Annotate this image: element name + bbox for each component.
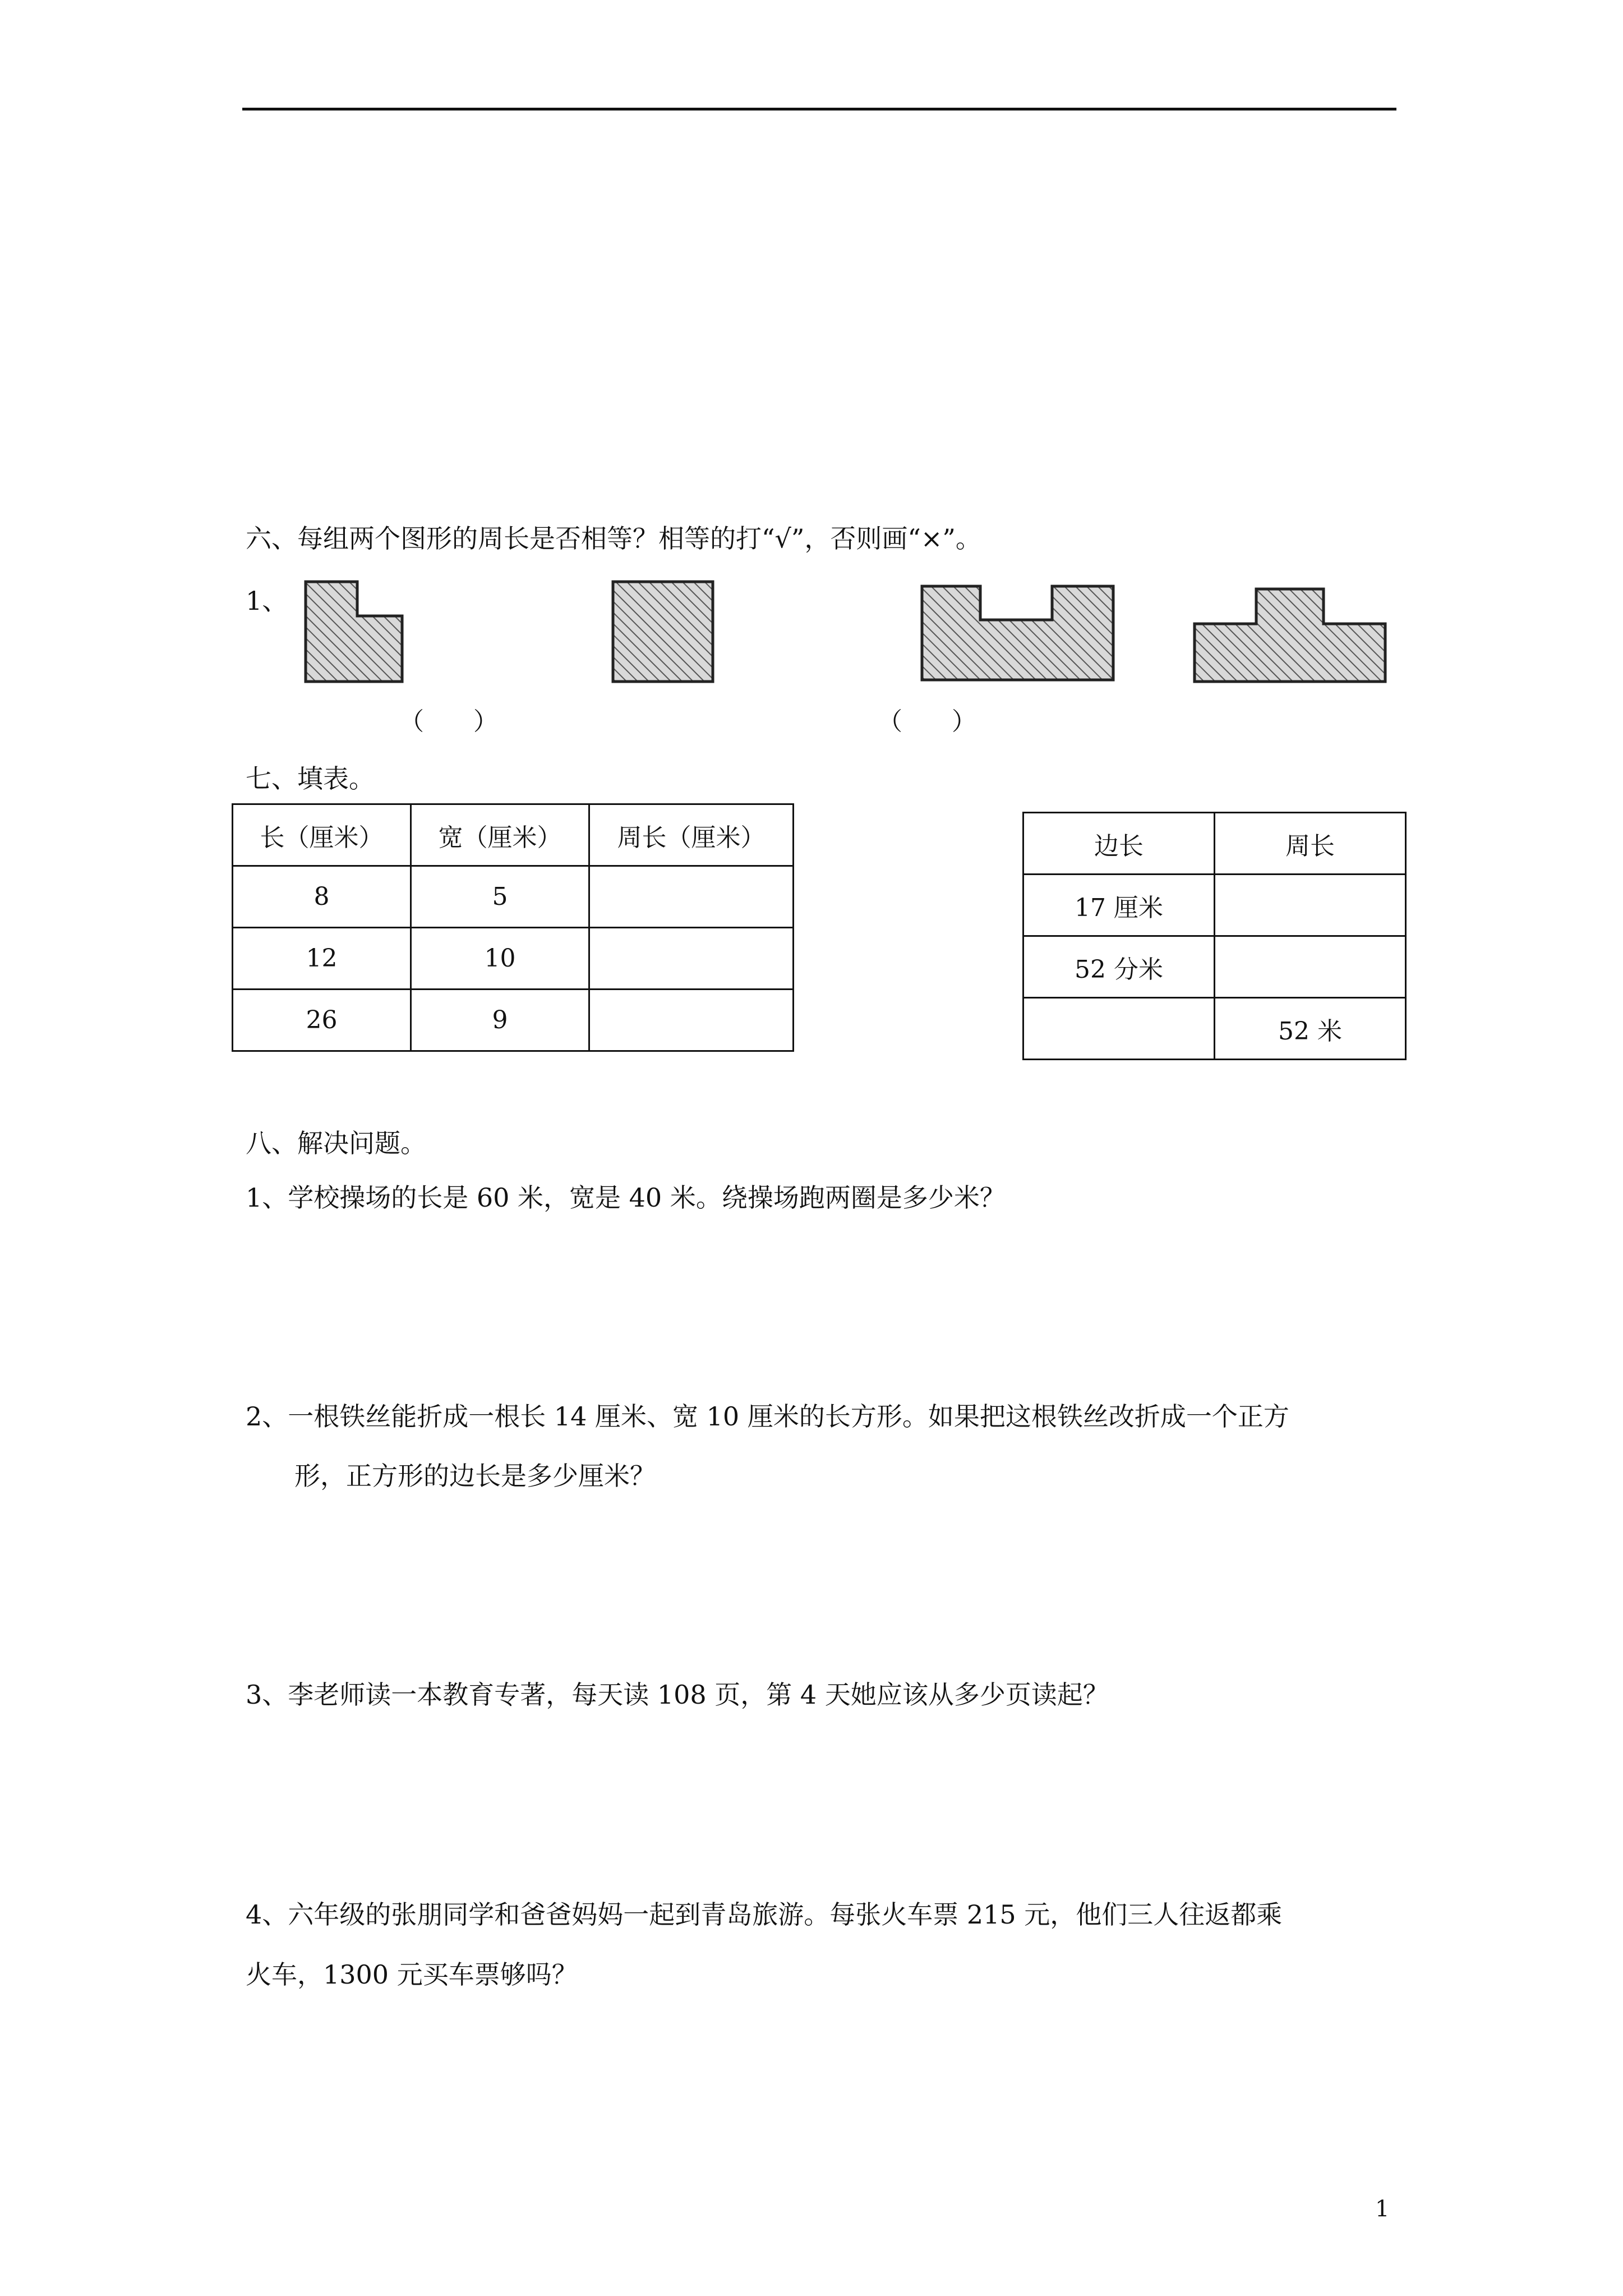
table-cell: 8 <box>233 866 411 928</box>
answer-cell[interactable] <box>589 866 794 928</box>
question-2-line-1: 2、一根铁丝能折成一根长 14 厘米、宽 10 厘米的长方形。如果把这根铁丝改折成一个正方 <box>246 1401 1289 1432</box>
rectangle-perimeter-table <box>232 803 794 1052</box>
table-cell: 10 <box>411 928 589 990</box>
section-6-item-label: 1、 <box>246 586 288 616</box>
section-6-title: 六、每组两个图形的周长是否相等？相等的打“√”，否则画“×”。 <box>246 523 981 554</box>
question-4-line-1: 4、六年级的张朋同学和爸爸妈妈一起到青岛旅游。每张火车票 215 元，他们三人往返都乘 <box>246 1899 1283 1930</box>
square-perimeter-table <box>1022 812 1407 1060</box>
question-4-line-2: 火车，1300 元买车票够吗？ <box>246 1959 578 1990</box>
figure-step-shape <box>1195 589 1385 682</box>
table-header-cell: 边长 <box>1023 813 1215 875</box>
table-header-row <box>1023 813 1406 875</box>
table-row <box>1023 936 1406 998</box>
table-header-cell: 周长 <box>1215 813 1406 875</box>
answer-cell[interactable] <box>1215 875 1406 936</box>
question-3: 3、李老师读一本教育专著，每天读 108 页，第 4 天她应该从多少页读起？ <box>246 1680 1109 1710</box>
question-1: 1、学校操场的长是 60 米，宽是 40 米。绕操场跑两圈是多少米？ <box>246 1182 1006 1213</box>
figure-u-shape <box>922 586 1113 680</box>
section-8-title: 八、解决问题。 <box>246 1128 426 1158</box>
table-header-cell: 周长（厘米） <box>589 804 794 866</box>
page-number: 1 <box>1375 2196 1390 2222</box>
figure-square <box>613 582 713 682</box>
answer-cell[interactable] <box>1023 998 1215 1060</box>
table-header-cell: 宽（厘米） <box>411 804 589 866</box>
table-header-cell: 长（厘米） <box>233 804 411 866</box>
table-row <box>233 990 794 1051</box>
answer-cell[interactable] <box>589 990 794 1051</box>
table-cell: 52 分米 <box>1023 936 1215 998</box>
figure-notched-square <box>306 582 402 682</box>
table-cell: 52 米 <box>1215 998 1406 1060</box>
table-header-row <box>233 804 794 866</box>
table-row <box>1023 875 1406 936</box>
table-cell: 12 <box>233 928 411 990</box>
table-cell: 17 厘米 <box>1023 875 1215 936</box>
table-row <box>233 928 794 990</box>
table-cell: 9 <box>411 990 589 1051</box>
answer-cell[interactable] <box>1215 936 1406 998</box>
table-row <box>1023 998 1406 1060</box>
table-cell: 26 <box>233 990 411 1051</box>
table-row <box>233 866 794 928</box>
table-cell: 5 <box>411 866 589 928</box>
answer-blank-1[interactable]: （ ） <box>399 707 498 736</box>
answer-blank-2[interactable]: （ ） <box>878 707 976 736</box>
perimeter-figures <box>0 0 1623 707</box>
section-7-title: 七、填表。 <box>246 763 375 794</box>
answer-cell[interactable] <box>589 928 794 990</box>
question-2-line-2: 形，正方形的边长是多少厘米？ <box>294 1461 656 1491</box>
